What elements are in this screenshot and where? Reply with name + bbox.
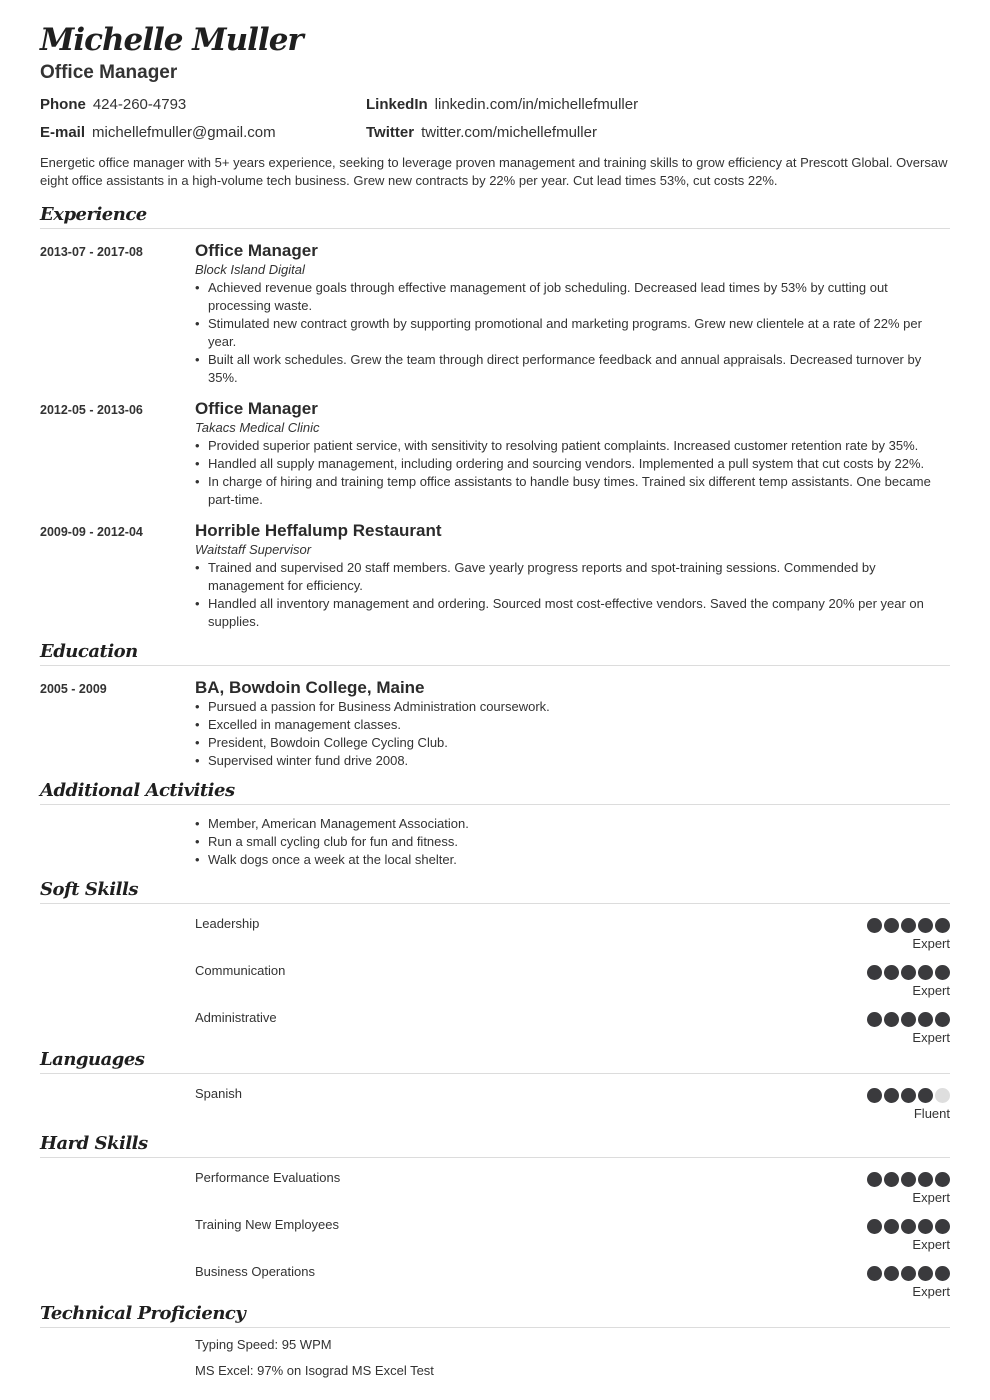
section-title-experience: Experience bbox=[40, 204, 950, 229]
entry-subtitle: Waitstaff Supervisor bbox=[195, 542, 312, 557]
section-title-soft-skills: Soft Skills bbox=[40, 879, 950, 904]
rating-dots bbox=[867, 918, 950, 933]
filled-dot-icon bbox=[867, 965, 882, 980]
bullet-item: • In charge of hiring and training temp office assistants to handle busy times. Trained six different temp assistants. One became part-time. bbox=[195, 473, 950, 509]
empty-dot-icon bbox=[935, 1088, 950, 1103]
skill-level: Expert bbox=[912, 1284, 950, 1299]
bullet-item: • Handled all inventory management and ordering. Sourced most cost-effective vendors. Saved the company 20% per year on supplies. bbox=[195, 595, 950, 631]
skill-row bbox=[40, 1252, 950, 1299]
filled-dot-icon bbox=[901, 1088, 916, 1103]
entry-date: 2012-05 - 2013-06 bbox=[40, 403, 143, 417]
bullet-item: • Excelled in management classes. bbox=[195, 716, 950, 734]
education-entry bbox=[40, 678, 950, 770]
skill-row bbox=[40, 1158, 950, 1205]
rating-dots bbox=[867, 965, 950, 980]
bullet-item: • Provided superior patient service, with sensitivity to resolving patient complaints. Increased customer retention rate by 35%. bbox=[195, 437, 950, 455]
section-title-technical: Technical Proficiency bbox=[40, 1303, 950, 1328]
filled-dot-icon bbox=[867, 918, 882, 933]
entry-bullets bbox=[195, 279, 950, 387]
filled-dot-icon bbox=[867, 1219, 882, 1234]
filled-dot-icon bbox=[935, 1012, 950, 1027]
bullet-item: • Supervised winter fund drive 2008. bbox=[195, 752, 950, 770]
skill-rating bbox=[867, 1217, 950, 1252]
rating-dots bbox=[867, 1172, 950, 1187]
entry-title: Office Manager bbox=[195, 241, 318, 260]
entry-date: 2009-09 - 2012-04 bbox=[40, 525, 143, 539]
skill-row bbox=[40, 1205, 950, 1252]
filled-dot-icon bbox=[935, 1172, 950, 1187]
filled-dot-icon bbox=[867, 1266, 882, 1281]
contact-twitter[interactable]: Twitter twitter.com/michellefmuller bbox=[366, 124, 597, 141]
filled-dot-icon bbox=[918, 1266, 933, 1281]
skill-name: Administrative bbox=[195, 1010, 277, 1025]
skill-rating bbox=[867, 916, 950, 951]
skill-name: Business Operations bbox=[195, 1264, 315, 1279]
entry-bullets bbox=[195, 559, 950, 631]
skill-name: Leadership bbox=[195, 916, 260, 931]
filled-dot-icon bbox=[884, 1012, 899, 1027]
skill-rating bbox=[867, 963, 950, 998]
candidate-name: Michelle Muller bbox=[40, 22, 303, 58]
technical-list bbox=[40, 1332, 950, 1384]
section-title-languages: Languages bbox=[40, 1049, 950, 1074]
rating-dots bbox=[867, 1219, 950, 1234]
contact-email[interactable]: E-mail michellefmuller@gmail.com bbox=[40, 124, 276, 141]
filled-dot-icon bbox=[867, 1012, 882, 1027]
filled-dot-icon bbox=[918, 965, 933, 980]
skill-row bbox=[40, 998, 950, 1045]
contact-linkedin[interactable]: LinkedIn linkedin.com/in/michellefmuller bbox=[366, 96, 639, 113]
skill-name: Communication bbox=[195, 963, 286, 978]
technical-item: Typing Speed: 95 WPM bbox=[195, 1337, 332, 1352]
skill-rating bbox=[867, 1086, 950, 1121]
filled-dot-icon bbox=[901, 965, 916, 980]
skill-rating bbox=[867, 1010, 950, 1045]
entry-title: BA, Bowdoin College, Maine bbox=[195, 678, 425, 697]
entry-title: Horrible Heffalump Restaurant bbox=[195, 521, 442, 540]
contact-phone: Phone 424-260-4793 bbox=[40, 96, 187, 113]
experience-entry bbox=[40, 521, 950, 631]
education-list bbox=[40, 678, 950, 770]
entry-subtitle: Takacs Medical Clinic bbox=[195, 420, 320, 435]
filled-dot-icon bbox=[901, 1172, 916, 1187]
entry-body bbox=[195, 399, 950, 509]
section-title-education: Education bbox=[40, 641, 950, 666]
section-title-activities: Additional Activities bbox=[40, 780, 950, 805]
technical-item: MS Excel: 97% on Isograd MS Excel Test bbox=[195, 1363, 434, 1378]
skill-level: Expert bbox=[912, 983, 950, 998]
skill-level: Fluent bbox=[913, 1106, 950, 1121]
filled-dot-icon bbox=[884, 1088, 899, 1103]
entry-date: 2005 - 2009 bbox=[40, 682, 107, 696]
candidate-title: Office Manager bbox=[40, 62, 178, 83]
filled-dot-icon bbox=[884, 1219, 899, 1234]
skill-rating bbox=[867, 1264, 950, 1299]
skill-row bbox=[40, 951, 950, 998]
filled-dot-icon bbox=[935, 1219, 950, 1234]
filled-dot-icon bbox=[884, 1172, 899, 1187]
activity-item: • Member, American Management Association. bbox=[195, 815, 950, 833]
rating-dots bbox=[867, 1012, 950, 1027]
entry-body bbox=[195, 241, 950, 387]
summary: Energetic office manager with 5+ years experience, seeking to leverage proven management and training skills to grow efficiency at Prescott Global. Oversaw eight office assistants in a high-volume tech business. Grew new contracts by 22% per year. Cut lead times 53%, cut costs 22%. bbox=[40, 155, 948, 188]
filled-dot-icon bbox=[918, 1088, 933, 1103]
activity-item: • Run a small cycling club for fun and fitness. bbox=[195, 833, 950, 851]
bullet-item: • Pursued a passion for Business Administration coursework. bbox=[195, 698, 950, 716]
filled-dot-icon bbox=[901, 1219, 916, 1234]
filled-dot-icon bbox=[867, 1088, 882, 1103]
skill-name: Training New Employees bbox=[195, 1217, 340, 1232]
contact-list bbox=[40, 94, 950, 144]
experience-list bbox=[40, 241, 950, 631]
entry-body bbox=[195, 521, 950, 631]
skill-rating bbox=[867, 1170, 950, 1205]
skill-name: Performance Evaluations bbox=[195, 1170, 341, 1185]
entry-body bbox=[195, 678, 950, 770]
bullet-item: • President, Bowdoin College Cycling Club. bbox=[195, 734, 950, 752]
filled-dot-icon bbox=[884, 1266, 899, 1281]
rating-dots bbox=[867, 1266, 950, 1281]
filled-dot-icon bbox=[918, 918, 933, 933]
languages-list bbox=[40, 1074, 950, 1121]
skill-row bbox=[40, 1074, 950, 1121]
experience-entry bbox=[40, 241, 950, 387]
filled-dot-icon bbox=[884, 965, 899, 980]
skill-name: Spanish bbox=[195, 1086, 242, 1101]
skill-level: Expert bbox=[912, 1237, 950, 1252]
skill-level: Expert bbox=[912, 936, 950, 951]
bullet-item: • Built all work schedules. Grew the team through direct performance feedback and annual appraisals. Decreased turnover by 35%. bbox=[195, 351, 950, 387]
entry-title: Office Manager bbox=[195, 399, 318, 418]
filled-dot-icon bbox=[901, 918, 916, 933]
skill-level: Expert bbox=[912, 1030, 950, 1045]
bullet-item: • Trained and supervised 20 staff members. Gave yearly progress reports and spot-training sessions. Commended by management for efficiency. bbox=[195, 559, 950, 595]
filled-dot-icon bbox=[935, 1266, 950, 1281]
bullet-item: • Handled all supply management, including ordering and sourcing vendors. Implemented a pull system that cut costs by 22%. bbox=[195, 455, 950, 473]
filled-dot-icon bbox=[901, 1012, 916, 1027]
rating-dots bbox=[867, 1088, 950, 1103]
filled-dot-icon bbox=[918, 1012, 933, 1027]
section-title-hard-skills: Hard Skills bbox=[40, 1133, 950, 1158]
filled-dot-icon bbox=[918, 1219, 933, 1234]
filled-dot-icon bbox=[884, 918, 899, 933]
skill-level: Expert bbox=[912, 1190, 950, 1205]
filled-dot-icon bbox=[935, 918, 950, 933]
bullet-item: • Achieved revenue goals through effective management of job scheduling. Decreased lead times by 53% by cutting out processing waste. bbox=[195, 279, 950, 315]
entry-date: 2013-07 - 2017-08 bbox=[40, 245, 143, 259]
activities-list bbox=[40, 815, 950, 869]
bullet-item: • Stimulated new contract growth by supporting promotional and marketing programs. Grew new clientele at a rate of 22% per year. bbox=[195, 315, 950, 351]
filled-dot-icon bbox=[935, 965, 950, 980]
filled-dot-icon bbox=[867, 1172, 882, 1187]
skill-row bbox=[40, 904, 950, 951]
experience-entry bbox=[40, 399, 950, 509]
filled-dot-icon bbox=[918, 1172, 933, 1187]
hard-skills-list bbox=[40, 1158, 950, 1299]
filled-dot-icon bbox=[901, 1266, 916, 1281]
activity-item: • Walk dogs once a week at the local shelter. bbox=[195, 851, 950, 869]
entry-bullets bbox=[195, 698, 950, 770]
soft-skills-list bbox=[40, 904, 950, 1045]
entry-subtitle: Block Island Digital bbox=[195, 262, 305, 277]
entry-bullets bbox=[195, 437, 950, 509]
